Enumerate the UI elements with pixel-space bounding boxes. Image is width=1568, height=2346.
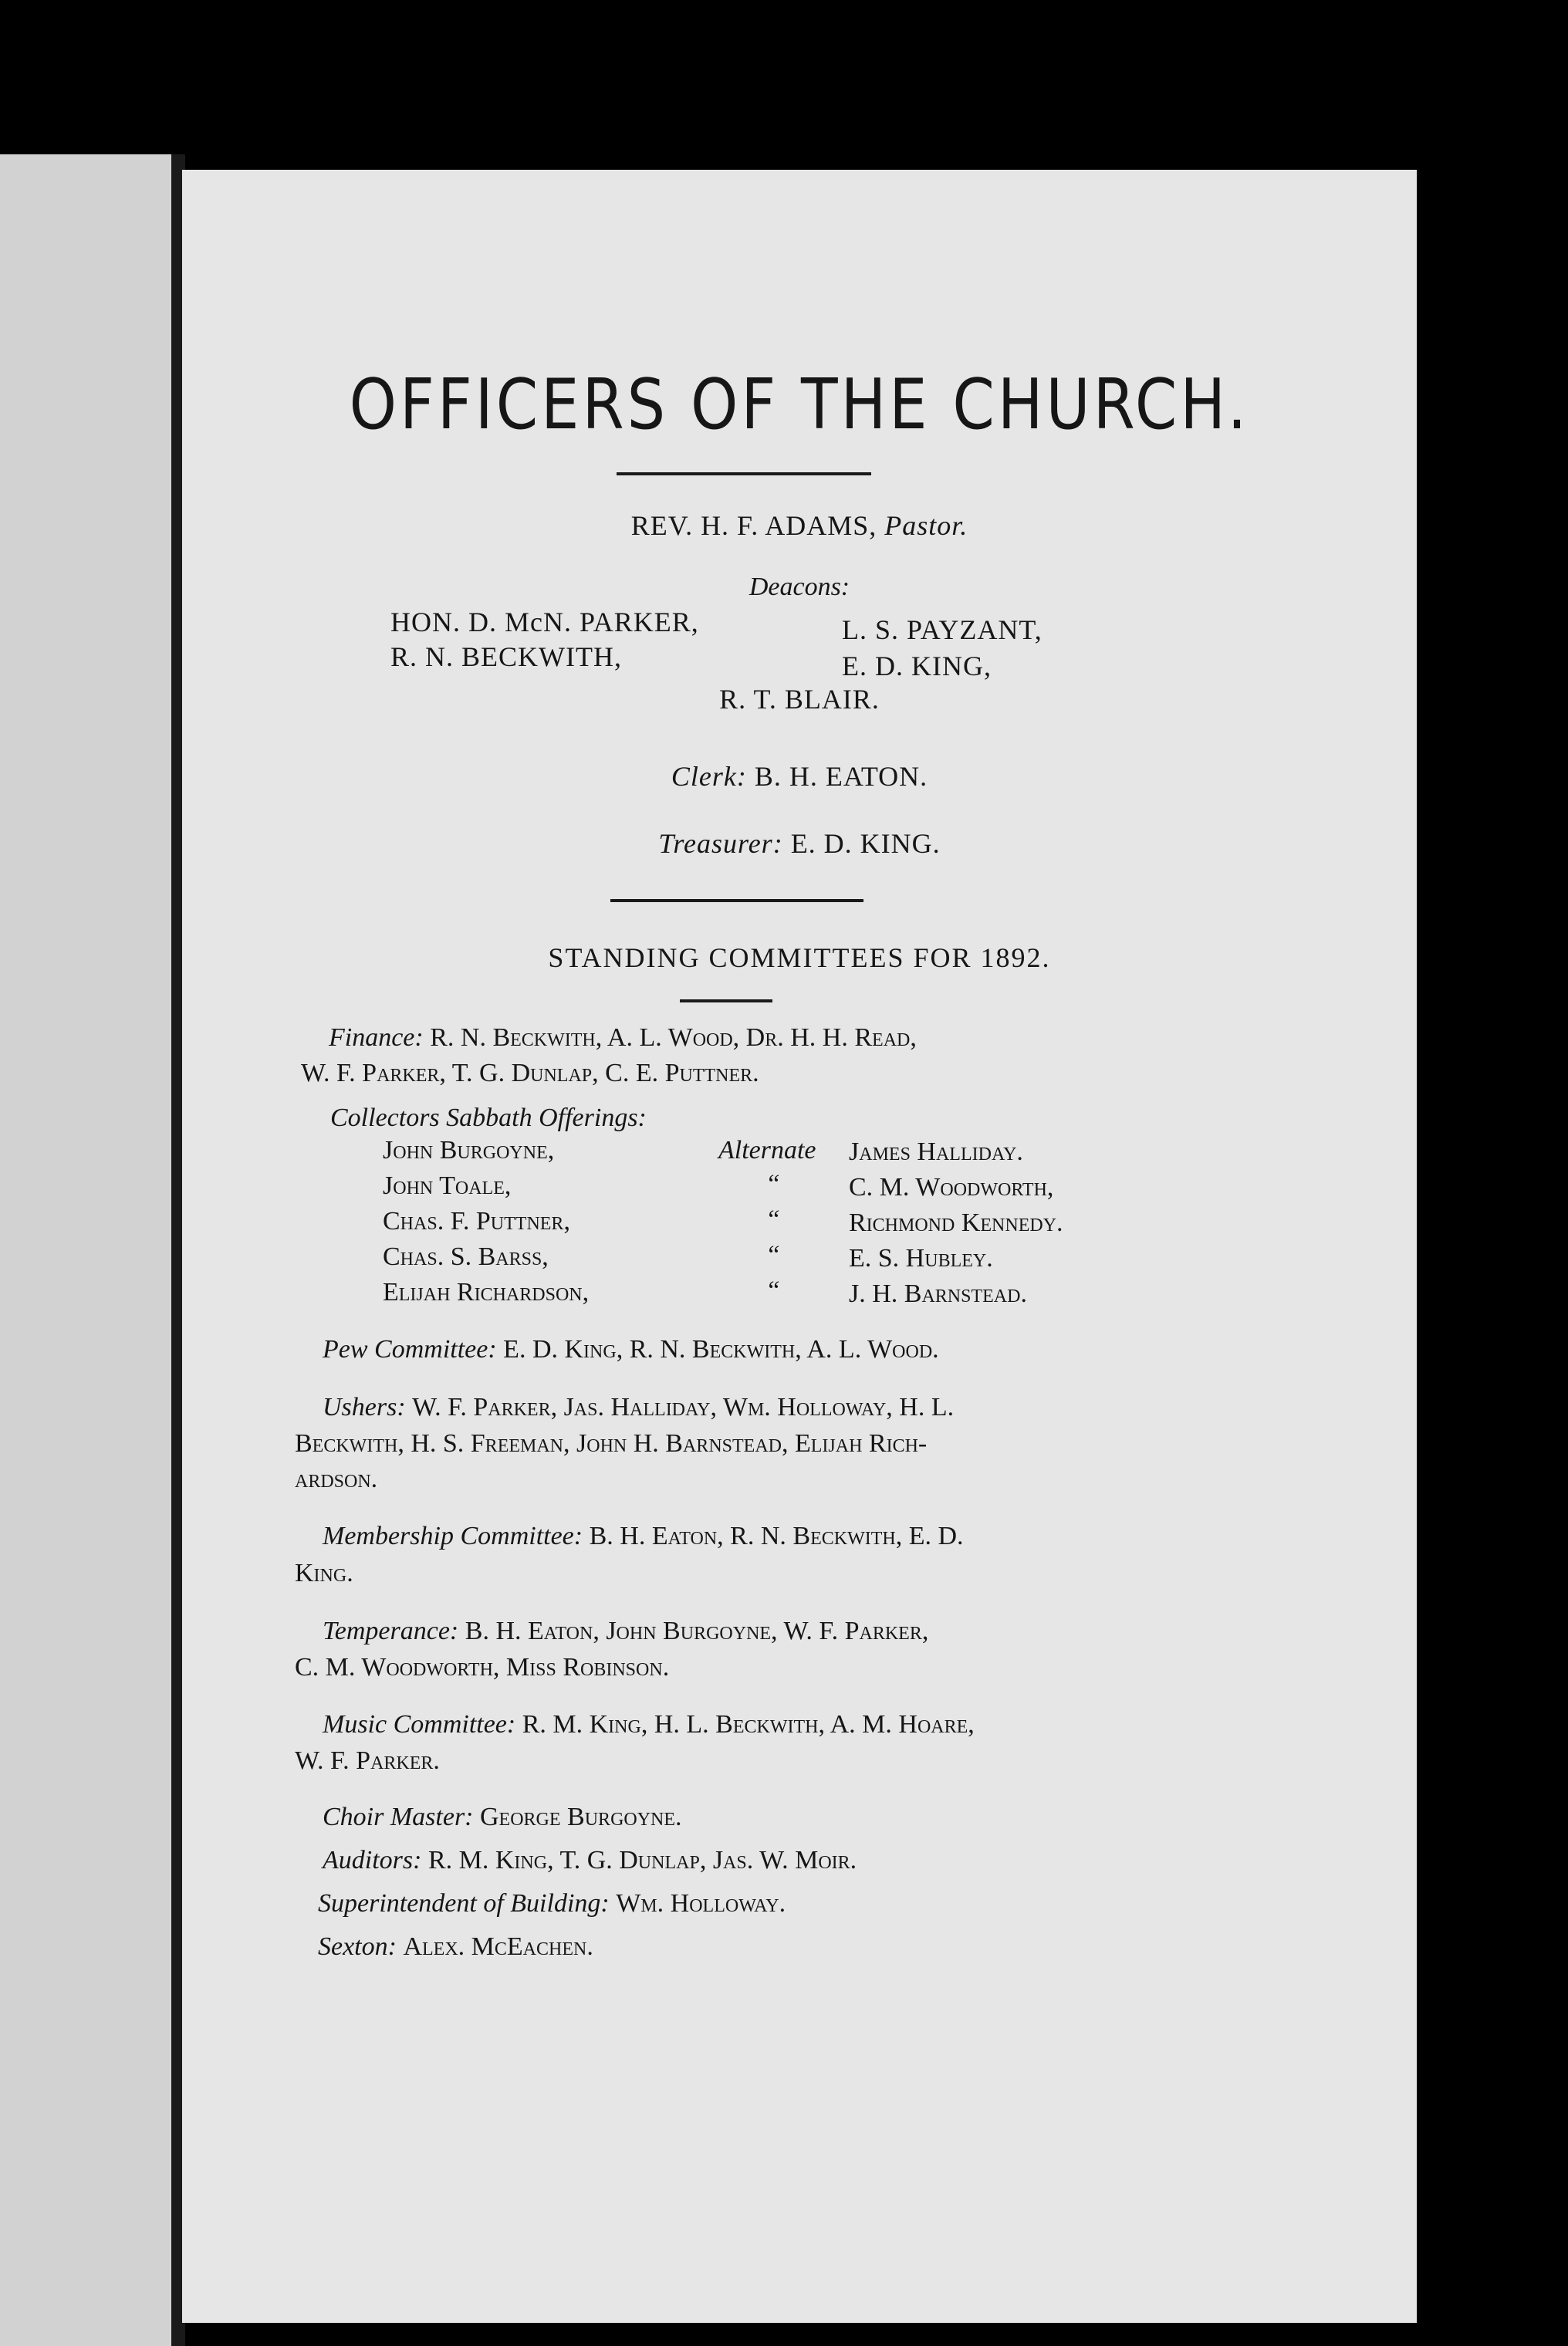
collector-name-1: John Burgoyne, [383,1136,555,1165]
treasurer-label: Treasurer: [658,828,783,859]
pew-committee-line [323,1335,939,1364]
superintendent-member: Wm. Holloway. [616,1889,786,1918]
ushers-line-2: Beckwith, H. S. Freeman, John H. Barnstead, Elijah Rich- [295,1429,928,1458]
collector-name-4: Chas. S. Barss, [383,1242,549,1271]
sexton-line [318,1932,593,1962]
pastor-line [182,509,1417,542]
music-line-2: W. F. Parker. [295,1746,440,1775]
ushers-members-1: W. F. Parker, Jas. Halliday, Wm. Holloway, H. L. [412,1393,955,1421]
auditors-line [323,1846,857,1875]
collector-name-2: John Toale, [383,1171,512,1200]
page-content [182,170,1417,2323]
collector-alternate-2: C. M. Woodworth, [849,1173,1054,1202]
auditors-label: Auditors: [323,1846,422,1874]
ditto-mark-4: “ [765,1241,780,1269]
superintendent-line [318,1889,786,1918]
temperance-line-1 [323,1617,928,1646]
pew-members: E. D. King, R. N. Beckwith, A. L. Wood. [503,1335,939,1364]
temperance-line-2: C. M. Woodworth, Miss Robinson. [295,1653,670,1682]
ushers-line-1 [323,1393,954,1422]
committees-rule [680,999,772,1002]
ditto-mark-3: “ [765,1205,780,1234]
choir-member: George Burgoyne. [480,1803,682,1831]
collector-alternate-1: James Halliday. [849,1138,1023,1166]
title-rule [617,472,871,475]
deacon-left-1: HON. D. McN. PARKER, [390,607,699,637]
choir-label: Choir Master: [323,1803,474,1831]
document-page [182,170,1417,2323]
music-label: Music Committee: [323,1710,516,1739]
committees-heading: STANDING COMMITTEES FOR 1892. [548,942,1051,973]
deacon-right-1: L. S. PAYZANT, [842,614,1043,645]
page-title: OFFICERS OF THE CHURCH. [349,365,1250,445]
alternate-label: Alternate [718,1136,816,1165]
deacon-right-2: E. D. KING, [842,651,992,681]
membership-label: Membership Committee: [323,1522,583,1550]
membership-line-1 [323,1522,964,1551]
pastor-role: Pastor. [884,510,968,541]
deacon-left-2: R. N. BECKWITH, [390,641,622,672]
ditto-mark-2: “ [765,1170,780,1198]
finance-line-2: W. F. Parker, T. G. Dunlap, C. E. Puttner. [301,1059,759,1087]
music-members-1: R. M. King, H. L. Beckwith, A. M. Hoare, [522,1710,975,1739]
treasurer-line [182,827,1417,860]
sexton-member: Alex. McEachen. [403,1932,593,1961]
deacons-heading: Deacons: [749,573,850,601]
temperance-members-1: B. H. Eaton, John Burgoyne, W. F. Parker, [465,1617,929,1645]
treasurer-name: E. D. KING. [790,828,941,859]
clerk-name: B. H. EATON. [754,761,928,792]
collector-alternate-4: E. S. Hubley. [849,1244,993,1273]
clerk-line [182,760,1417,793]
finance-members-1: R. N. Beckwith, A. L. Wood, Dr. H. H. Read, [430,1023,917,1052]
finance-line-1 [329,1023,917,1053]
collector-name-5: Elijah Richardson, [383,1278,590,1307]
temperance-label: Temperance: [323,1617,459,1645]
sexton-label: Sexton: [318,1932,397,1961]
deacon-center: R. T. BLAIR. [719,684,880,715]
membership-members-1: B. H. Eaton, R. N. Beckwith, E. D. [589,1522,964,1550]
clerk-label: Clerk: [671,761,747,792]
collector-name-3: Chas. F. Puttner, [383,1207,570,1236]
ushers-label: Ushers: [323,1393,406,1421]
pastor-name: REV. H. F. ADAMS, [630,510,877,541]
collector-alternate-3: Richmond Kennedy. [849,1208,1063,1237]
auditors-members: R. M. King, T. G. Dunlap, Jas. W. Moir. [427,1846,857,1874]
superintendent-label: Superintendent of Building: [318,1889,610,1918]
collectors-heading: Collectors Sabbath Offerings: [330,1104,647,1132]
music-line-1 [323,1710,975,1739]
membership-line-2: King. [295,1559,353,1587]
facing-page [0,154,182,2346]
collector-alternate-5: J. H. Barnstead. [849,1279,1027,1308]
ushers-line-3: ardson. [295,1465,378,1493]
pew-label: Pew Committee: [323,1335,497,1364]
choir-master-line [323,1803,682,1832]
section-rule [610,899,863,902]
finance-label: Finance: [329,1023,424,1052]
ditto-mark-5: “ [765,1276,780,1305]
